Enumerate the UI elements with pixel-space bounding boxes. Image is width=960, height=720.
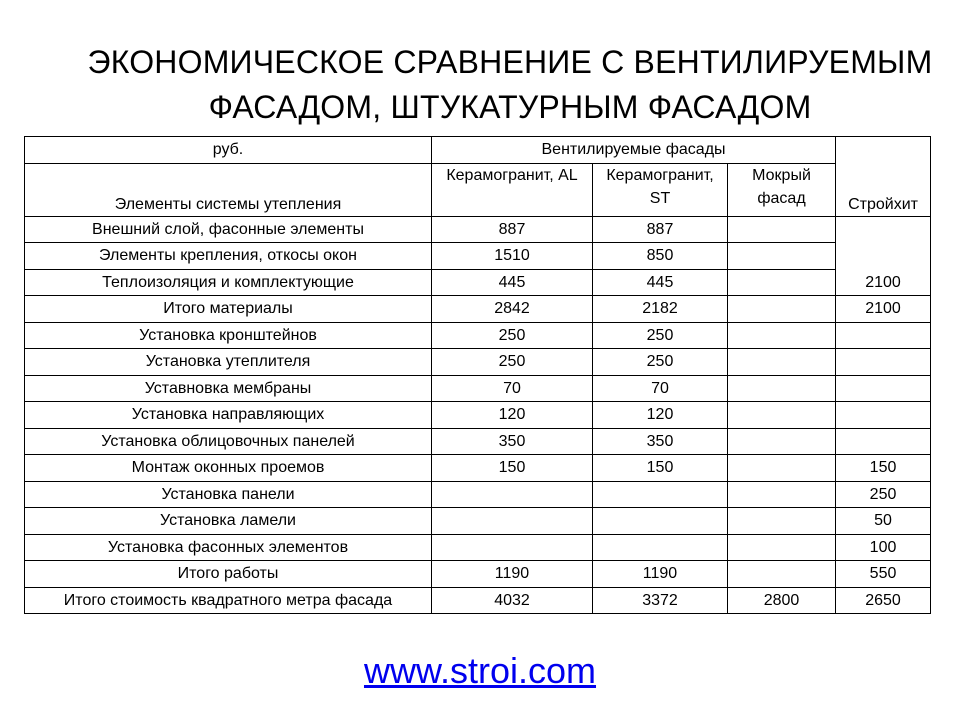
- table-row: [25, 322, 931, 349]
- table-row: [25, 375, 931, 402]
- table-row: [25, 402, 931, 429]
- ceramic-st-cell: 445: [593, 269, 728, 296]
- row-label-cell: Монтаж оконных проемов: [25, 455, 432, 482]
- row-label-cell: Итого стоимость квадратного метра фасада: [25, 587, 432, 614]
- comparison-table: [24, 136, 931, 614]
- row-label-cell: Элементы крепления, откосы окон: [25, 243, 432, 270]
- ceramic-st-cell: 887: [593, 216, 728, 243]
- row-label-cell: Внешний слой, фасонные элементы: [25, 216, 432, 243]
- ceramic-al-cell: 250: [432, 322, 593, 349]
- ceramic-st-cell: 2182: [593, 296, 728, 323]
- ceramic-st-cell: 3372: [593, 587, 728, 614]
- header-row-2: [25, 163, 931, 216]
- wet-facade-cell: [728, 534, 836, 561]
- table-row: [25, 269, 931, 296]
- table-row: [25, 481, 931, 508]
- ceramic-al-cell: [432, 481, 593, 508]
- wet-facade-cell: [728, 455, 836, 482]
- title-line-1: ЭКОНОМИЧЕСКОЕ СРАВНЕНИЕ С ВЕНТИЛИРУЕМЫМ: [87, 44, 933, 80]
- stroyhit-cell: 250: [836, 481, 931, 508]
- row-label-cell: Установка направляющих: [25, 402, 432, 429]
- ceramic-al-cell: [432, 534, 593, 561]
- wet-facade-cell: [728, 561, 836, 588]
- stroyhit-cell: [836, 349, 931, 376]
- ceramic-st-cell: 120: [593, 402, 728, 429]
- row-label-cell: Установка фасонных элементов: [25, 534, 432, 561]
- table-row: [25, 561, 931, 588]
- table-row: [25, 243, 931, 270]
- row-label-cell: Установка ламели: [25, 508, 432, 535]
- ceramic-al-cell: 120: [432, 402, 593, 429]
- ceramic-al-cell: 445: [432, 269, 593, 296]
- ceramic-al-cell: 4032: [432, 587, 593, 614]
- ceramic-al-column-header: Керамогранит, AL: [432, 163, 593, 216]
- stroyhit-column-header: Стройхит: [836, 137, 931, 217]
- table-row: [25, 587, 931, 614]
- ceramic-al-cell: 887: [432, 216, 593, 243]
- stroyhit-cell: 50: [836, 508, 931, 535]
- wet-facade-cell: [728, 216, 836, 243]
- table-row: [25, 349, 931, 376]
- wet-facade-cell: [728, 269, 836, 296]
- table-row: [25, 428, 931, 455]
- ceramic-st-cell: [593, 508, 728, 535]
- website-link[interactable]: www.stroi.com: [363, 650, 597, 691]
- ceramic-al-cell: 150: [432, 455, 593, 482]
- table-body: [25, 216, 931, 614]
- ceramic-st-cell: 1190: [593, 561, 728, 588]
- ceramic-al-cell: 250: [432, 349, 593, 376]
- title-line-2: ФАСАДОМ, ШТУКАТУРНЫМ ФАСАДОМ: [208, 89, 812, 125]
- ventilated-facades-group-header: Вентилируемые фасады: [432, 137, 836, 164]
- stroyhit-cell: [836, 322, 931, 349]
- stroyhit-cell: [836, 428, 931, 455]
- wet-facade-cell: [728, 508, 836, 535]
- wet-facade-cell: [728, 428, 836, 455]
- ceramic-al-cell: 1510: [432, 243, 593, 270]
- wet-facade-cell: [728, 349, 836, 376]
- wet-facade-cell: [728, 375, 836, 402]
- row-label-cell: Установка панели: [25, 481, 432, 508]
- wet-facade-cell: 2800: [728, 587, 836, 614]
- ceramic-st-cell: 150: [593, 455, 728, 482]
- header-row-1: [25, 137, 931, 164]
- stroyhit-materials-merged-cell: 2100: [836, 216, 931, 296]
- stroyhit-cell: [836, 375, 931, 402]
- wet-facade-cell: [728, 481, 836, 508]
- ceramic-al-cell: [432, 508, 593, 535]
- row-label-cell: Теплоизоляция и комплектующие: [25, 269, 432, 296]
- table-row: [25, 216, 931, 243]
- ceramic-al-cell: 350: [432, 428, 593, 455]
- stroyhit-cell: 150: [836, 455, 931, 482]
- wet-facade-cell: [728, 243, 836, 270]
- page-title: [30, 40, 960, 130]
- ceramic-st-cell: 70: [593, 375, 728, 402]
- ceramic-st-cell: [593, 534, 728, 561]
- wet-facade-cell: [728, 296, 836, 323]
- wet-facade-cell: [728, 402, 836, 429]
- row-label-cell: Итого материалы: [25, 296, 432, 323]
- stroyhit-cell: [836, 402, 931, 429]
- table-row: [25, 534, 931, 561]
- row-label-cell: Уставновка мембраны: [25, 375, 432, 402]
- unit-header-cell: руб.: [25, 137, 432, 164]
- stroyhit-cell: 550: [836, 561, 931, 588]
- row-label-cell: Установка утеплителя: [25, 349, 432, 376]
- stroyhit-cell: 2100: [836, 296, 931, 323]
- wet-facade-column-header: Мокрый фасад: [728, 163, 836, 216]
- ceramic-st-cell: 850: [593, 243, 728, 270]
- table-row: [25, 508, 931, 535]
- row-label-column-header: Элементы системы утепления: [25, 163, 432, 216]
- ceramic-st-cell: 250: [593, 322, 728, 349]
- table-row: [25, 455, 931, 482]
- ceramic-al-cell: 2842: [432, 296, 593, 323]
- ceramic-st-cell: 250: [593, 349, 728, 376]
- stroyhit-cell: 100: [836, 534, 931, 561]
- ceramic-st-cell: [593, 481, 728, 508]
- stroyhit-cell: 2650: [836, 587, 931, 614]
- row-label-cell: Установка облицовочных панелей: [25, 428, 432, 455]
- ceramic-al-cell: 70: [432, 375, 593, 402]
- wet-facade-cell: [728, 322, 836, 349]
- ceramic-al-cell: 1190: [432, 561, 593, 588]
- row-label-cell: Итого работы: [25, 561, 432, 588]
- ceramic-st-column-header: Керамогранит, ST: [593, 163, 728, 216]
- row-label-cell: Установка кронштейнов: [25, 322, 432, 349]
- table-row: [25, 296, 931, 323]
- ceramic-st-cell: 350: [593, 428, 728, 455]
